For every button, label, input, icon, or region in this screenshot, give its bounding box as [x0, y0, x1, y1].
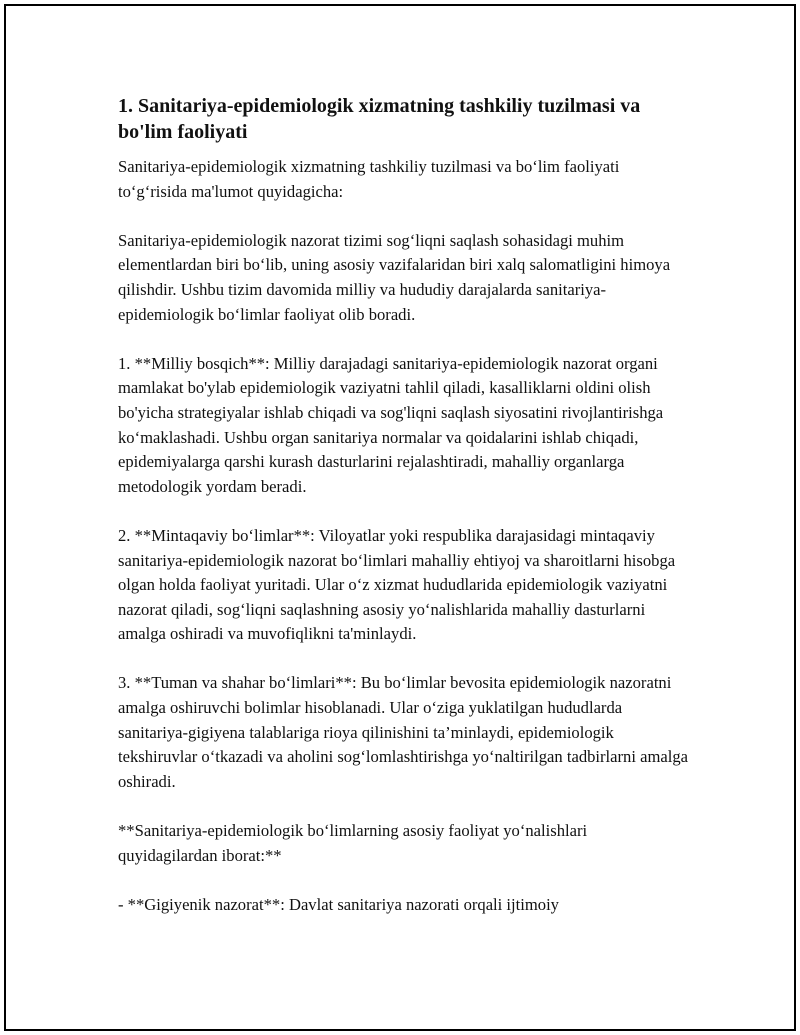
activities-heading-paragraph: **Sanitariya-epidemiologik bo‘limlarning asosiy faoliyat yo‘nalishlari quyidagilardan iborat:** [118, 821, 588, 865]
regional-level-paragraph: 2. **Mintaqaviy bo‘limlar**: Viloyatlar yoki respublika darajasidagi mintaqaviy sanitariya-epidemiologik nazorat bo‘limlari mahalliy ehtiyoj va sharoitlarni hisobga olgan holda faoliyat yuritadi. Ular o‘z xizmat hududlarida epidemiologik vaziyatni nazorat qiladi, sog‘liqni saqlashning asosiy yo‘nalishlarida mahalliy dasturlarni amalga oshiradi va muvofiqlikni ta'minlaydi. [118, 525, 676, 644]
district-level-paragraph: 3. **Tuman va shahar bo‘limlari**: Bu bo‘limlar bevosita epidemiologik nazoratni amalga oshiruvchi bolimlar hisoblanadi. Ular o‘ziga yuklatilgan hududlarda sanitariya-gigiyena talablariga rioya qilinishini ta’minlaydi, epidemiologik tekshiruvlar o‘tkazadi va aholini sog‘lomlashtirishga yo‘naltirilgan tadbirlarni amalga oshiradi. [118, 673, 689, 791]
hygiene-control-paragraph: - **Gigiyenik nazorat**: Davlat sanitariya nazorati orqali ijtimoiy [118, 894, 559, 914]
intro-paragraph: Sanitariya-epidemiologik xizmatning tashkiliy tuzilmasi va bo‘lim faoliyati to‘g‘risida ma'lumot quyidagicha: [118, 157, 620, 201]
national-level-paragraph: 1. **Milliy bosqich**: Milliy darajadagi sanitariya-epidemiologik nazorat organi mamlakat bo'ylab epidemiologik vaziyatni tahlil qiladi, kasalliklarni oldini olish bo'yicha strategiyalar ishlab chiqadi va sog'liqni saqlash siyosatini rivojlantirishga ko‘maklashadi. Ushbu organ sanitariya normalar va qoidalarini ishlab chiqadi, epidemiyalarga qarshi kurash dasturlarini rejalashtiradi, mahalliy organlarga metodologik yordam beradi. [118, 353, 664, 496]
document-title: 1. Sanitariya-epidemiologik xizmatning tashkiliy tuzilmasi va bo'lim faoliyati [118, 95, 641, 143]
overview-paragraph: Sanitariya-epidemiologik nazorat tizimi sog‘liqni saqlash sohasidagi muhim elementlardan biri bo‘lib, uning asosiy vazifalaridan biri xalq salomatligini himoya qilishdir. Ushbu tizim davomida milliy va hududiy darajalarda sanitariya-epidemiologik bo‘limlar faoliyat olib boradi. [118, 230, 671, 324]
document-body [118, 93, 688, 942]
